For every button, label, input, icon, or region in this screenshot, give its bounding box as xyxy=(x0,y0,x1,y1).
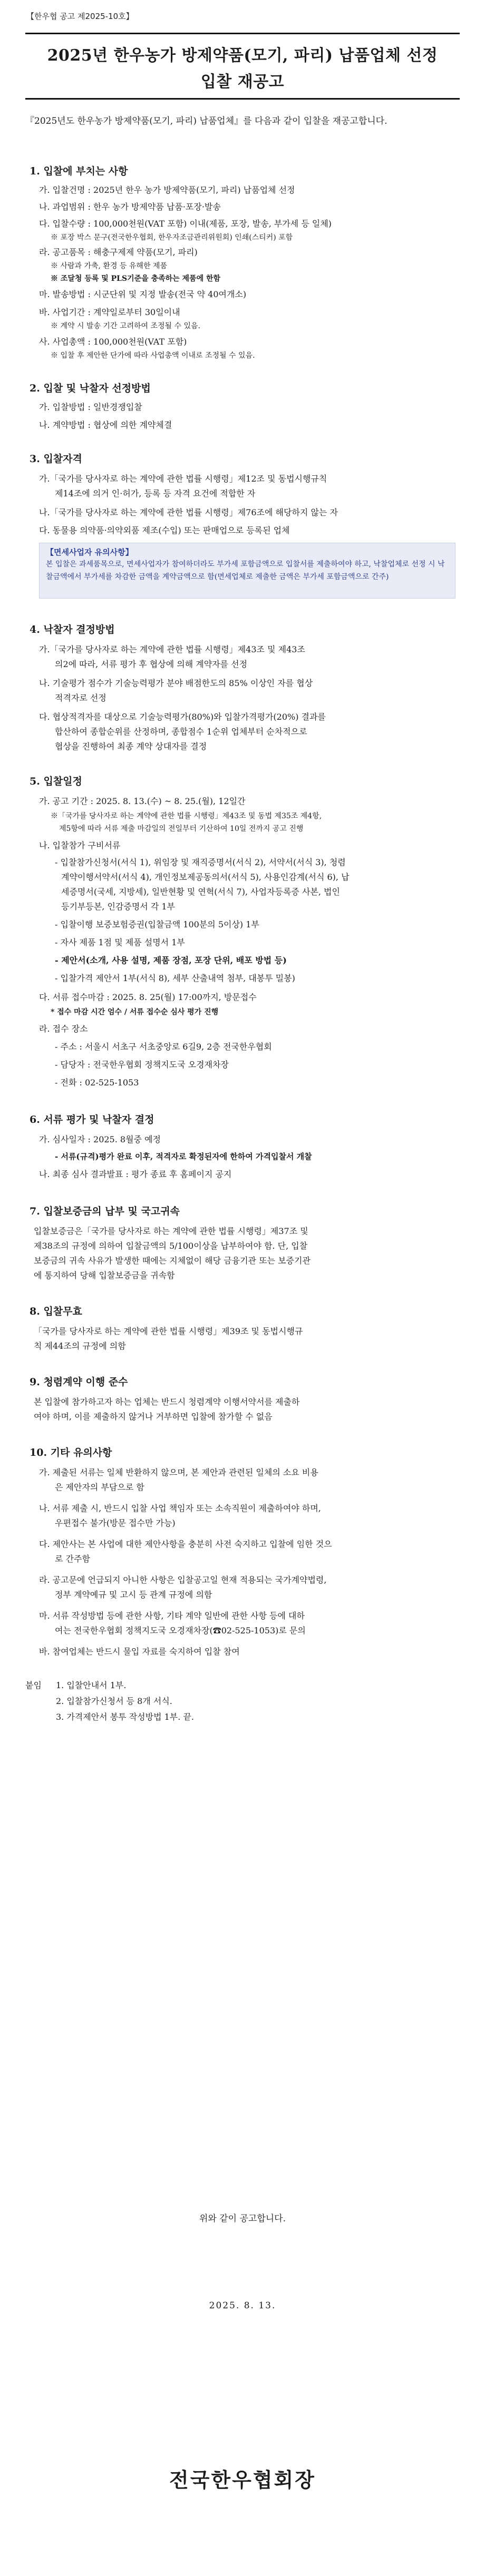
section-4-title: 4. 낙찰자 결정방법 xyxy=(30,624,115,635)
s5-item-c: 다. 서류 접수마감 : 2025. 8. 25(월) 17:00까지, 방문접수 xyxy=(39,992,257,1002)
s5-docs-proposal: - 제안서(소개, 사용 설명, 제품 장점, 포장 단위, 배포 방법 등) xyxy=(55,955,287,965)
s4-item-b-line-1: 나. 기술평가 점수가 기술능력평가 분야 배점한도의 85% 이상인 자를 협상 xyxy=(39,678,313,688)
s10-item-e-line-2: 여는 전국한우협회 정책지도국 오경재차장(☎02-525-1053)로 문의 xyxy=(55,1625,306,1635)
s5-item-a: 가. 공고 기간 : 2025. 8. 13.(수) ~ 8. 25.(월), 12일간 xyxy=(39,796,246,806)
s5-docs-line-2: 계약이행서약서(서식 4), 개인정보제공동의서(서식 5), 사용인감계(서식 6), 납 xyxy=(61,872,350,882)
s1-item-d: 라. 공고품목 : 해충구제제 약품(모기, 파리) xyxy=(39,247,198,257)
s1-item-f: 바. 사업기간 : 계약일로부터 30일이내 xyxy=(39,307,180,317)
closing-statement: 위와 같이 공고합니다. xyxy=(199,2213,286,2224)
s7-line-3: 보증금의 귀속 사유가 발생한 때에는 지체없이 해당 금융기관 또는 보증기관 xyxy=(34,1256,311,1266)
s1-item-a: 가. 입찰건명 : 2025년 한우 농가 방제약품(모기, 파리) 납품업체 선정 xyxy=(39,185,295,195)
s5-phone: - 전화 : 02-525-1053 xyxy=(55,1078,139,1088)
section-6-title: 6. 서류 평가 및 낙찰자 결정 xyxy=(30,1114,154,1125)
tax-exempt-notice-body: 본 입찰은 과세품목으로, 면세사업자가 참여하더라도 부가세 포함금액으로 입찰서를 제출하여야 하고, 낙찰업체로 선정 시 낙찰금액에서 부가세를 차감한 금액을 계약금액으로 함(면세업체로 제출한 금액은 부가세 포함금액으로 간주) xyxy=(46,560,445,581)
attachment-item: 2. 입찰참가신청서 등 8개 서식. xyxy=(56,1696,172,1706)
s5-docs-sample: - 자사 제품 1점 및 제품 설명서 1부 xyxy=(55,937,185,947)
s5-docs-bond: - 입찰이행 보증보험증권(입찰금액 100분의 5이상) 1부 xyxy=(55,919,259,929)
page-title: 2025년 한우농가 방제약품(모기, 파리) 납품업체 선정 xyxy=(47,46,438,65)
s4-item-a-line-1: 가.「국가를 당사자로 하는 계약에 관한 법률 시행령」제43조 및 제43조 xyxy=(39,644,305,654)
attachments-list xyxy=(25,1678,194,1725)
s10-item-c-line-1: 다. 제안사는 본 사업에 대한 제안사항을 충분히 사전 숙지하고 입찰에 임한 것으 xyxy=(39,1539,332,1549)
s7-line-2: 제38조의 규정에 의하여 입찰금액의 5/100이상을 납부하여야 함. 단, 입찰 xyxy=(34,1241,308,1251)
s5-contact-person: - 담당자 : 전국한우협회 정책지도국 오경재차장 xyxy=(55,1060,229,1070)
attachment-item: 1. 입찰안내서 1부. xyxy=(56,1680,127,1690)
s7-line-1: 입찰보증금은「국가를 당사자로 하는 계약에 관한 법률 시행령」제37조 및 xyxy=(34,1226,308,1236)
section-10-title: 10. 기타 유의사항 xyxy=(30,1447,112,1458)
attachments-label: 붙임 xyxy=(25,1680,42,1690)
s6-item-b: 나. 최종 심사 결과발표 : 평가 종료 후 홈페이지 공지 xyxy=(39,1169,232,1179)
s10-item-a-line-1: 가. 제출된 서류는 일체 반환하지 않으며, 본 제안과 관련된 일체의 소요 비용 xyxy=(39,1467,318,1477)
s1-item-e: 마. 발송방법 : 시군단위 및 지정 발송(전국 약 40여개소) xyxy=(39,289,247,299)
s3-item-a-line-2: 제14조에 의거 인·허가, 등록 등 자격 요건에 적합한 자 xyxy=(55,488,256,498)
s10-item-b-line-2: 우편접수 불가(방문 접수만 가능) xyxy=(55,1518,176,1528)
s5-item-a-note-2: 제5항에 따라 서류 제출 마감일의 전일부터 기산하여 10일 전까지 공고 진행 xyxy=(59,825,304,833)
tax-exempt-notice-title: 【면세사업자 유의사항】 xyxy=(46,547,133,557)
s5-item-d: 라. 접수 장소 xyxy=(39,1024,88,1034)
s1-item-g-note: ※ 입찰 후 제안한 단가에 따라 사업총액 이내로 조정될 수 있음. xyxy=(51,351,255,360)
s9-line-1: 본 입찰에 참가하고자 하는 업체는 반드시 청렴계약 이행서약서를 제출하 xyxy=(34,1397,300,1407)
s1-item-c-note: ※ 포장 박스 문구(전국한우협회, 한우자조금관리위원회) 인쇄(스티커) 포함 xyxy=(51,233,293,242)
section-9-title: 9. 청렴계약 이행 준수 xyxy=(30,1376,128,1388)
s8-line-2: 칙 제44조의 규정에 의함 xyxy=(34,1341,126,1351)
tax-exempt-notice-box xyxy=(39,543,455,599)
s4-item-c-line-1: 다. 협상적격자를 대상으로 기술능력평가(80%)와 입찰가격평가(20%) 결과를 xyxy=(39,712,326,722)
s5-item-a-note-1: ※「국가를 당사자로 하는 계약에 관한 법률 시행령」제43조 및 동법 제35조 제4항, xyxy=(51,812,322,820)
section-1-title: 1. 입찰에 부치는 사항 xyxy=(30,165,128,177)
section-3-title: 3. 입찰자격 xyxy=(30,453,82,465)
s5-docs-price-proposal: - 입찰가격 제안서 1부(서식 8), 세부 산출내역 첨부, 대봉투 밀봉) xyxy=(55,973,295,983)
s7-line-4: 에 통지하여 당해 입찰보증금을 귀속함 xyxy=(34,1270,175,1280)
title-bottom-rule xyxy=(25,98,460,100)
s5-docs-line-4: 등기부등본, 인감증명서 각 1부 xyxy=(61,902,175,912)
s6-item-a-note: - 서류(규격)평가 완료 이후, 적격자로 확정된자에 한하여 가격입찰서 개찰 xyxy=(55,1152,312,1161)
section-2-title: 2. 입찰 및 낙찰자 선정방법 xyxy=(30,383,151,394)
s5-item-b: 나. 입찰참가 구비서류 xyxy=(39,840,121,850)
s1-item-d-note-2: ※ 조달청 등록 및 PLS기준을 충족하는 제품에 한함 xyxy=(51,275,221,283)
section-7-title: 7. 입찰보증금의 납부 및 국고귀속 xyxy=(30,1206,180,1217)
s4-item-b-line-2: 적격자로 선정 xyxy=(55,693,106,703)
s10-item-e-line-1: 마. 서류 작성방법 등에 관한 사항, 기타 계약 일반에 관한 사항 등에 대하 xyxy=(39,1611,305,1621)
s10-item-f: 바. 참여업체는 반드시 물입 자료를 숙지하여 입찰 참여 xyxy=(39,1647,240,1657)
s10-item-c-line-2: 로 간주함 xyxy=(55,1554,90,1564)
s5-docs-line-3: 세증명서(국세, 지방세), 일반현황 및 연혁(서식 7), 사업자등록증 사본, 법인 xyxy=(61,887,340,897)
s1-item-d-note-1: ※ 사람과 가축, 환경 등 유해한 제품 xyxy=(51,262,167,270)
s1-item-f-note: ※ 계약 시 발송 기간 고려하여 조정될 수 있음. xyxy=(51,322,200,330)
s1-item-b: 나. 과업범위 : 한우 농가 방제약품 납품·포장·발송 xyxy=(39,202,221,212)
intro-paragraph: 『2025년도 한우농가 방제약품(모기, 파리) 납품업체』를 다음과 같이 입찰을 재공고합니다. xyxy=(25,116,387,126)
attachment-item: 3. 가격제안서 봉투 작성방법 1부. 끝. xyxy=(56,1712,194,1722)
page-subtitle: 입찰 재공고 xyxy=(200,73,285,91)
s10-item-b-line-1: 나. 서류 제출 시, 반드시 입찰 사업 책임자 또는 소속직원이 제출하여야 하며, xyxy=(39,1503,321,1513)
s5-docs-line-1: - 입찰참가신청서(서식 1), 위임장 및 재직증명서(서식 2), 서약서(서식 3), 청렴 xyxy=(55,857,346,867)
s4-item-a-line-2: 의2에 따라, 서류 평가 후 협상에 의해 계약자를 선정 xyxy=(55,659,248,669)
s3-item-b: 나.「국가를 당사자로 하는 계약에 관한 법률 시행령」제76조에 해당하지 않는 자 xyxy=(39,507,338,517)
s4-item-c-line-2: 합산하여 종합순위를 산정하며, 종합점수 1순위 업체부터 순차적으로 xyxy=(55,727,307,737)
signer-name: 전국한우협회장 xyxy=(169,2468,316,2492)
s3-item-a-line-1: 가.「국가를 당사자로 하는 계약에 관한 법률 시행령」제12조 및 동법시행규칙 xyxy=(39,474,327,484)
s1-item-g: 사. 사업총액 : 100,000천원(VAT 포함) xyxy=(39,337,187,347)
s6-item-a: 가. 심사일자 : 2025. 8월중 예정 xyxy=(39,1134,161,1144)
s1-item-c: 다. 입찰수량 : 100,000천원(VAT 포함) 이내(제품, 포장, 발송, 부가세 등 일체) xyxy=(39,219,332,229)
s4-item-c-line-3: 협상을 진행하여 최종 계약 상대자를 결정 xyxy=(55,741,207,751)
s10-item-d-line-2: 정부 계약예규 및 고시 등 관계 규정에 의함 xyxy=(55,1590,212,1600)
s2-item-b: 나. 계약방법 : 협상에 의한 계약체결 xyxy=(39,420,172,430)
document-number: 【한우협 공고 제2025-10호】 xyxy=(26,12,134,21)
section-5-title: 5. 입찰일정 xyxy=(30,776,82,787)
s8-line-1: 「국가를 당사자로 하는 계약에 관한 법률 시행령」제39조 및 동법시행규 xyxy=(34,1326,303,1336)
s10-item-a-line-2: 은 제안자의 부담으로 함 xyxy=(55,1482,144,1492)
s5-item-c-note: * 접수 마감 시간 엄수 / 서류 접수순 심사 평가 진행 xyxy=(51,1008,219,1016)
title-top-rule xyxy=(25,33,460,34)
s9-line-2: 여야 하며, 이를 제출하지 않거나 거부하면 입찰에 참가할 수 없음 xyxy=(34,1412,273,1422)
s3-item-c: 다. 동물용 의약품·의약외품 제조(수입) 또는 판매업으로 등록된 업체 xyxy=(39,525,290,535)
s10-item-d-line-1: 라. 공고문에 언급되지 아니한 사항은 입찰공고일 현재 적용되는 국가계약법령, xyxy=(39,1575,327,1585)
notice-date: 2025. 8. 13. xyxy=(209,2300,276,2311)
section-8-title: 8. 입찰무효 xyxy=(30,1306,82,1317)
s5-address: - 주소 : 서울시 서초구 서초중앙로 6길9, 2층 전국한우협회 xyxy=(55,1042,272,1052)
s2-item-a: 가. 입찰방법 : 일반경쟁입찰 xyxy=(39,402,142,412)
